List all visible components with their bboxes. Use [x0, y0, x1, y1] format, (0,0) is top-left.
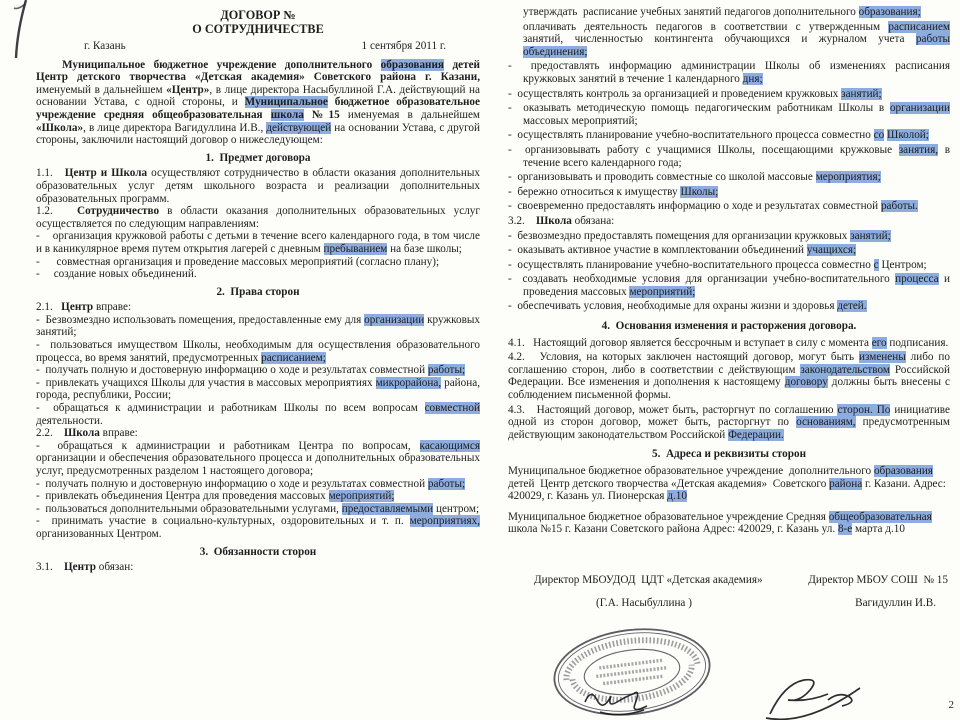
- address-center: Муниципальное бюджетное образовательное учреждение дополнительного образования детей Центр детского творчества «Детская академия» Советского района г. Казани. Адрес: 420029, г. Казань ул. Пионерская д.10: [508, 465, 946, 503]
- list-item: - привлекать объединения Центра для проведения массовых мероприятий;: [36, 490, 395, 503]
- list-item: - оказывать активное участие в комплектовании объединений учащихся;: [508, 244, 857, 257]
- list-item: - осуществлять контроль за организацией и проведением кружковых занятий;: [508, 87, 882, 100]
- date: 1 сентября 2011 г.: [361, 40, 446, 52]
- clause-4-3: 4.3. Настоящий договор, может быть, расторгнут по соглашению сторон. По инициативе одной из сторон договор, может быть, расторгнут по основаниям, предусмотренным действующим законодательством Российской Федерации.: [508, 403, 950, 441]
- list-item: - Безвозмездно использовать помещения, предоставленные ему для организации кружковых занятий;: [36, 313, 480, 339]
- spacer: [508, 589, 950, 597]
- list-item: - осуществлять планирование учебно-воспитательного процесса совместно с Центром;: [508, 258, 927, 271]
- list-item: - создавать необходимые условия для организации учебно-воспитательного процесса и проведения массовых мероприятий;: [508, 273, 950, 298]
- list-item: - предоставлять информацию администрации Школы об изменениях расписания кружковых занятий в течение 1 календарного дня;: [508, 60, 950, 85]
- doc-title-line2: О СОТРУДНИЧЕСТВЕ: [192, 22, 324, 36]
- left-column: [36, 8, 480, 574]
- signature-name-row: [508, 597, 950, 610]
- signature-nasybullina: [585, 692, 647, 714]
- list-item: - обращаться к администрации и работникам Центра по вопросам, касающимся организации и обеспечения образовательного процесса и дополнительных образовательных услуг, предусмотренных разделом 1 настоящего договора;: [36, 439, 480, 477]
- list-item: - получать полную и достоверную информацию о ходе и результатах совместной работы;: [36, 364, 466, 377]
- clause-2-1: 2.1. Центр вправе:: [36, 301, 132, 314]
- list-item: - создание новых объединений.: [36, 268, 197, 281]
- list-item: - организация кружковой работы с детьми в течение всего календарного года, в том числе и в каникулярное время путем открытия лагерей с дневным пребыванием на базе школы;: [36, 230, 480, 255]
- list-item: - совместная организация и проведение массовых мероприятий (согласно плану);: [36, 255, 440, 268]
- list-item: - обеспечивать условия, необходимые для охраны жизни и здоровья детей.: [508, 300, 867, 313]
- director-center-name: (Г.А. Насыбуллина ): [596, 596, 692, 609]
- list-item: - своевременно предоставлять информацию о ходе и результатах совместной работы.: [508, 200, 918, 213]
- list-item: - обращаться к администрации и работникам Школы по всем вопросам совместной деятельности.: [36, 402, 480, 427]
- spacer: [508, 538, 950, 574]
- section-heading-3: 3. Обязанности сторон: [199, 545, 317, 558]
- clause-1-2: 1.2. Сотрудничество в области оказания дополнительных образовательных услуг осуществляется по следующим направлениям:: [36, 205, 480, 230]
- list-item: - привлекать учащихся Школы для участия в массовых мероприятиях микрорайона, района, города, республики, России;: [36, 376, 480, 402]
- round-stamp: [549, 621, 714, 720]
- list-item: - бережно относиться к имуществу Школы;: [508, 185, 719, 198]
- page-number: 2: [948, 699, 954, 712]
- address-school: Муниципальное бюджетное образовательное учреждение Средняя общеобразовательная школа №15 г. Казани Советского района Адрес: 420029, г. Казань ул. 8-е марта д.10: [508, 510, 932, 536]
- section-heading-5: 5. Адреса и реквизиты сторон: [651, 448, 807, 461]
- list-item: оплачивать деятельность педагогов в соответствии с утвержденным расписанием занятий, численностью контингента обучающихся и журналом учета работы объединения;: [523, 20, 950, 58]
- list-item: - организовывать и проводить совместные со школой массовые мероприятия;: [508, 171, 881, 184]
- doc-title-line1: ДОГОВОР №: [220, 8, 296, 22]
- section-heading-2: 2. Права сторон: [216, 285, 300, 298]
- clause-1-1: 1.1. Центр и Школа осуществляют сотрудничество в области оказания дополнительных образовательных услуг детям школьного возраста и реализации дополнительных образовательных программ.: [36, 167, 480, 205]
- clause-4-1: 4.1. Настоящий договор является бессрочным и вступает в силу с момента его подписания.: [508, 336, 949, 349]
- list-item: - осуществлять планирование учебно-воспитательного процесса совместно со Школой;: [508, 129, 929, 142]
- list-item: - получать полную и достоверную информацию о ходе и результатах совместной работы;: [36, 477, 466, 490]
- list-item: - пользоваться дополнительными образовательными услугами, предоставляемыми центром;: [36, 502, 480, 515]
- list-item: - принимать участие в социально-культурных, оздоровительных и т. п. мероприятиях, организованных Центром.: [36, 515, 480, 540]
- list-item: утверждать расписание учебных занятий педагогов дополнительного образования;: [523, 6, 921, 18]
- list-item: - безвозмездно предоставлять помещения для организации кружковых занятий;: [508, 229, 891, 242]
- signature-title-row: [508, 574, 950, 587]
- director-center-title: Директор МБОУДОД ЦДТ «Детская академия»: [534, 573, 763, 586]
- list-item: - оказывать методическую помощь педагогическим работникам Школы в организации массовых мероприятий;: [508, 102, 950, 127]
- signature-vagidullin: [766, 680, 860, 720]
- intro-paragraph: Муниципальное бюджетное учреждение дополнительного образования детей Центр детского творчества «Детская академия» Советского района г. Казани, именуемый в дальнейшем «Центр», в лице директора Насыбуллиной Г.А. действующий на основании Устава, с одной стороны, и Муниципальное бюджетное образовательное учреждение средняя общеобразовательная школа №15 именуемая в дальнейшем «Школа», в лице директора Вагидуллина И.В., действующей на основании Устава, с другой стороны, заключили настоящий договор о нижеследующем:: [36, 58, 481, 147]
- place-date-row: [36, 36, 480, 59]
- clause-3-2: 3.2. Школа обязана:: [508, 214, 615, 227]
- list-item: - пользоваться имуществом Школы, необходимым для осуществления образовательного процесса, во время занятий, предусмотренных расписанием;: [36, 339, 480, 364]
- right-column: [508, 6, 950, 611]
- clause-2-2: 2.2. Школа вправе:: [36, 427, 138, 440]
- list-item: - организовывать работу с учащимися Школы, посещающими кружковые занятия, в течение всего календарного года;: [508, 143, 950, 169]
- city: г. Казань: [84, 40, 126, 52]
- director-school-name: Вагидуллин И.В.: [855, 596, 936, 609]
- director-school-title: Директор МБОУ СОШ № 15: [808, 573, 948, 586]
- section-heading-1: 1. Предмет договора: [205, 151, 311, 164]
- section-heading-4: 4. Основания изменения и расторжения договора.: [601, 320, 857, 333]
- pen-mark: [14, 0, 26, 58]
- clause-4-2: 4.2. Условия, на которых заключен настоящий договор, могут быть изменены либо по соглашению сторон, либо в соответствии с действующим законодательством Российской Федерации. Все изменения и дополнения к настоящему договору должны быть внесены с соблюдением письменной формы.: [508, 351, 950, 402]
- clause-3-1: 3.1. Центр обязан:: [36, 561, 134, 574]
